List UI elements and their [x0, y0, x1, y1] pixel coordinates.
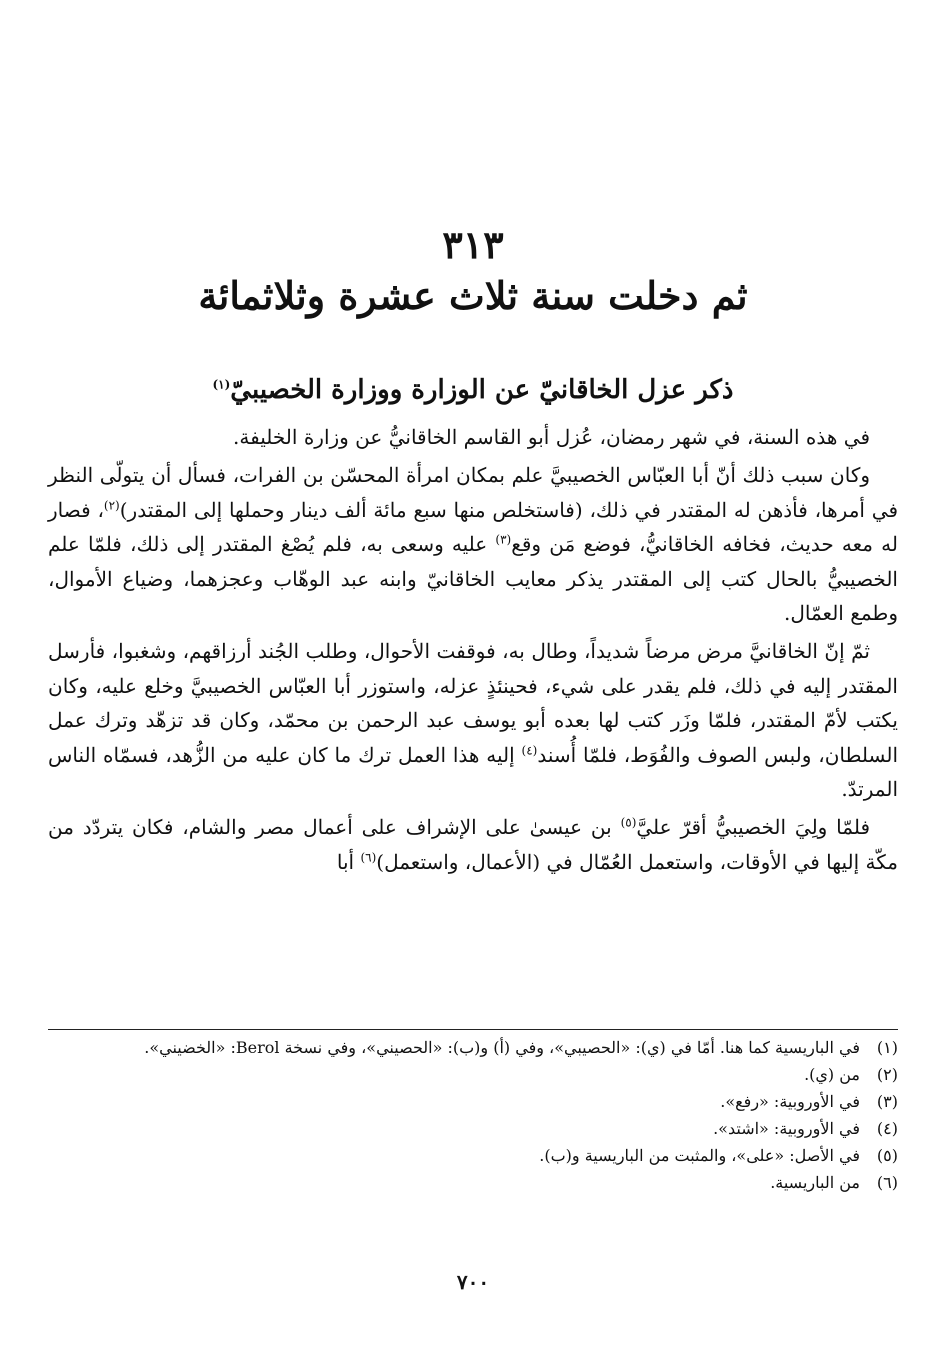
paragraph-text: وكان سبب ذلك أنّ أبا العبّاس الخصيبيَّ علم بمكان امرأة المحسّن بن الفرات، فسأل أن يتولّى النظر في أمرها، فأذهن له المقتدر في ذلك، (فاستخلص منها سبع مائة ألف دينار وحملها إلى المقتدر)	[48, 463, 899, 522]
footnote-number: (١)	[876, 1038, 898, 1057]
paragraph-text: ، فصار له معه حديث، فخافه الخاقانيُّ، فوضع مَن وقع	[48, 497, 898, 557]
page-title: ثم دخلت سنة ثلاث عشرة وثلاثمائة	[198, 273, 748, 318]
paragraph-4	[48, 810, 898, 879]
paragraph-text: إليه هذا العمل ترك ما كان عليه من الزُّهد، فسمّاه الناس المرتدّ.	[48, 742, 898, 802]
body-text	[48, 420, 898, 879]
footnote-number: (٤)	[876, 1119, 898, 1138]
paragraph-text: عليه وسعى به، فلم يُصْغ المقتدر إلى ذلك، فلمّا علم الخصيبيُّ بالحال كتب إلى المقتدر يذكر معايب الخاقانيّ وابنه عبد الوهّاب وعجزهما، وضياع الأموال، وطمع العمّال.	[48, 532, 898, 626]
footnote-text: في الأوروبية: «رفع».	[720, 1092, 860, 1111]
footnote-ref-5[interactable]: (٥)	[620, 815, 637, 830]
footnote-number: (٢)	[876, 1065, 898, 1084]
paragraph-text: فلمّا ولِيَ الخصيبيُّ أقرّ عليَّ	[636, 815, 871, 840]
footnote-divider	[48, 1029, 898, 1030]
footnote-text: من (ي).	[804, 1065, 860, 1084]
footnote-5	[48, 1142, 898, 1169]
paragraph-2	[48, 458, 898, 630]
footnote-2	[48, 1061, 898, 1088]
paragraph-text: بن عيسىٰ على الإشراف على أعمال مصر والشام، فكان يتردّد من مكّة إليها في الأوقات، واستعمل العُمّال في (الأعمال، واستعمل)	[48, 815, 898, 874]
footnotes	[48, 1034, 898, 1196]
section-heading-text: ذكر عزل الخاقانيّ عن الوزارة ووزارة الخصيبيّ	[230, 375, 734, 405]
footnote-ref-6[interactable]: (٦)	[360, 850, 377, 865]
footnote-6	[48, 1169, 898, 1196]
footnote-1	[48, 1034, 898, 1061]
year-heading: ٣١٣	[442, 222, 504, 267]
footnote-number: (٣)	[876, 1092, 898, 1111]
paragraph-text: في هذه السنة، في شهر رمضان، عُزل أبو القاسم الخاقانيُّ عن وزارة الخليفة.	[233, 425, 870, 449]
footnote-text: من الباريسية.	[770, 1173, 860, 1192]
section-heading	[60, 370, 886, 410]
footnote-text: في الأصل: «على»، والمثبت من الباريسية و(ب).	[539, 1146, 860, 1165]
footnote-ref-4[interactable]: (٤)	[521, 743, 538, 757]
paragraph-3	[48, 634, 898, 806]
footnote-number: (٦)	[876, 1173, 898, 1192]
footnote-3	[48, 1088, 898, 1115]
footnote-text: في الباريسية كما هنا. أمّا في (ي): «الحصيبي»، وفي (أ) و(ب): «الحصيني»، وفي نسخة Berol: «الخضيني».	[144, 1038, 860, 1057]
footnote-4	[48, 1115, 898, 1142]
paragraph-text: أبا	[336, 849, 361, 874]
footnote-text: في الأوروبية: «اشتد».	[713, 1119, 860, 1138]
footnote-ref-2[interactable]: (٢)	[103, 498, 120, 513]
paragraph-text: ثمّ إنّ الخاقانيَّ مرض مرضاً شديداً، وطال به، فوقفت الأحوال، وطلب الجُند أرزاقهم، وشغبوا، فأرسل المقتدر إليه في ذلك، فلم يقدر على شيء، فحينئذٍ عزله، واستوزر أبا العبّاس الخصيبيَّ وخلع عليه، وكان يكتب لأمّ المقتدر، فلمّا وزَر كتب لها بعده أبو يوسف عبد الرحمن بن محمّد، وكان قد تزهّد وترك عمل السلطان، ولبس الصوف والفُوَط، فلمّا أُسند	[48, 639, 899, 767]
footnote-ref-3[interactable]: (٣)	[495, 532, 512, 547]
footnote-ref-1[interactable]: (١)	[212, 377, 231, 392]
page-number: ٧٠٠	[456, 1270, 490, 1294]
footnote-number: (٥)	[876, 1146, 898, 1165]
paragraph-1	[48, 420, 898, 454]
